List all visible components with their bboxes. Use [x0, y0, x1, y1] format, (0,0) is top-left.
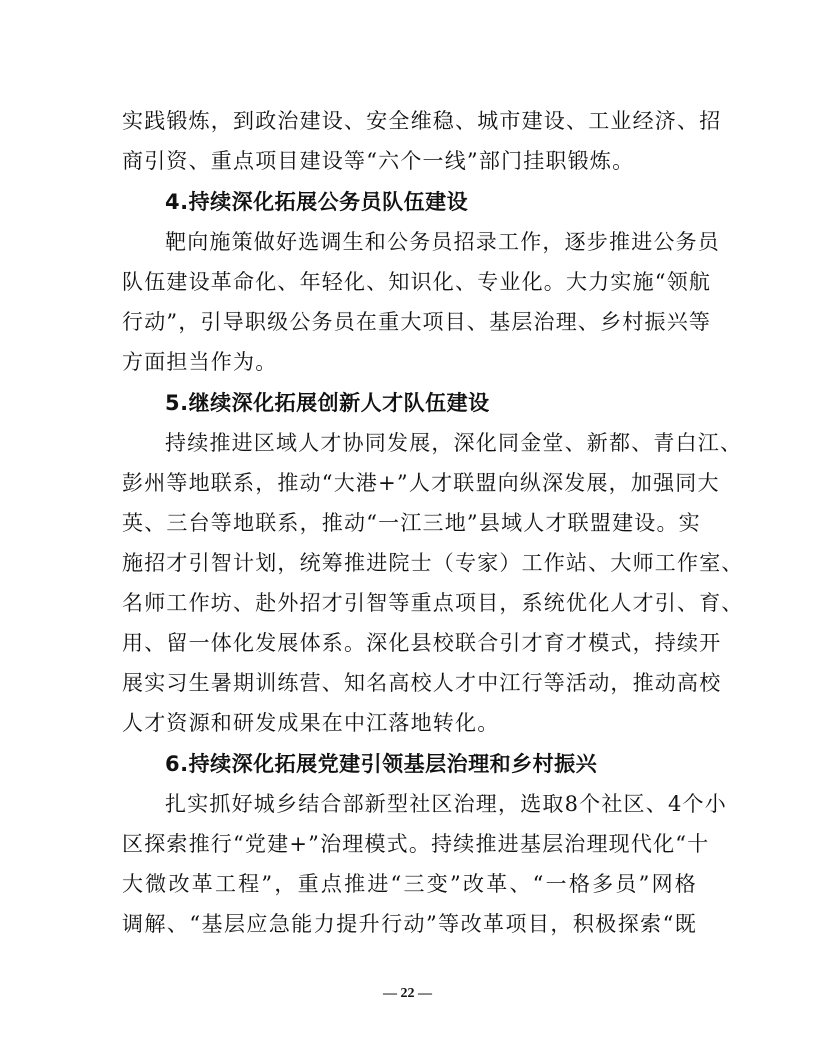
paragraph-line: 展实习生暑期训练营、知名高校人才中江行等活动，推动高校 [122, 671, 722, 695]
paragraph-line: 队伍建设革命化、年轻化、知识化、专业化。大力实施“领航 [122, 270, 712, 294]
paragraph-line: 行动”，引导职级公务员在重大项目、基层治理、乡村振兴等 [122, 310, 712, 334]
section-heading: 5.继续深化拓展创新人才队伍建设 [165, 391, 490, 415]
paragraph-line: 方面担当作为。 [122, 350, 278, 374]
paragraph-line: 实践锻炼，到政治建设、安全维稳、城市建设、工业经济、招 [122, 109, 722, 133]
paragraph-line: 人才资源和研发成果在中江落地转化。 [122, 711, 500, 735]
paragraph-line: 商引资、重点项目建设等“六个一线”部门挂职锻炼。 [122, 149, 635, 173]
paragraph-line: 扎实抓好城乡结合部新型社区治理，选取8个社区、4个小 [165, 792, 727, 816]
page-number: — 22 — [383, 986, 432, 1001]
paragraph-line: 彭州等地联系，推动“大港+”人才联盟向纵深发展，加强同大 [122, 471, 720, 495]
section-heading: 4.持续深化拓展公务员队伍建设 [165, 190, 469, 214]
paragraph-line: 名师工作坊、赴外招才引智等重点项目，系统优化人才引、育、 [122, 591, 744, 615]
section-heading: 6.持续深化拓展党建引领基层治理和乡村振兴 [165, 752, 598, 776]
paragraph-line: 用、留一体化发展体系。深化县校联合引才育才模式，持续开 [122, 631, 722, 655]
paragraph-line: 区探索推行“党建+”治理模式。持续推进基层治理现代化“十 [122, 832, 710, 856]
paragraph-line: 持续推进区域人才协同发展，深化同金堂、新都、青白江、 [165, 431, 743, 455]
paragraph-line: 英、三台等地联系，推动“一江三地”县域人才联盟建设。实 [122, 511, 701, 535]
paragraph-line: 靶向施策做好选调生和公务员招录工作，逐步推进公务员 [165, 230, 720, 254]
paragraph-line: 调解、“基层应急能力提升行动”等改革项目，积极探索“既 [122, 912, 697, 936]
paragraph-line: 大微改革工程”，重点推进“三变”改革、“一格多员”网格 [122, 872, 697, 896]
paragraph-line: 施招才引智计划，统筹推进院士（专家）工作站、大师工作室、 [122, 551, 744, 575]
